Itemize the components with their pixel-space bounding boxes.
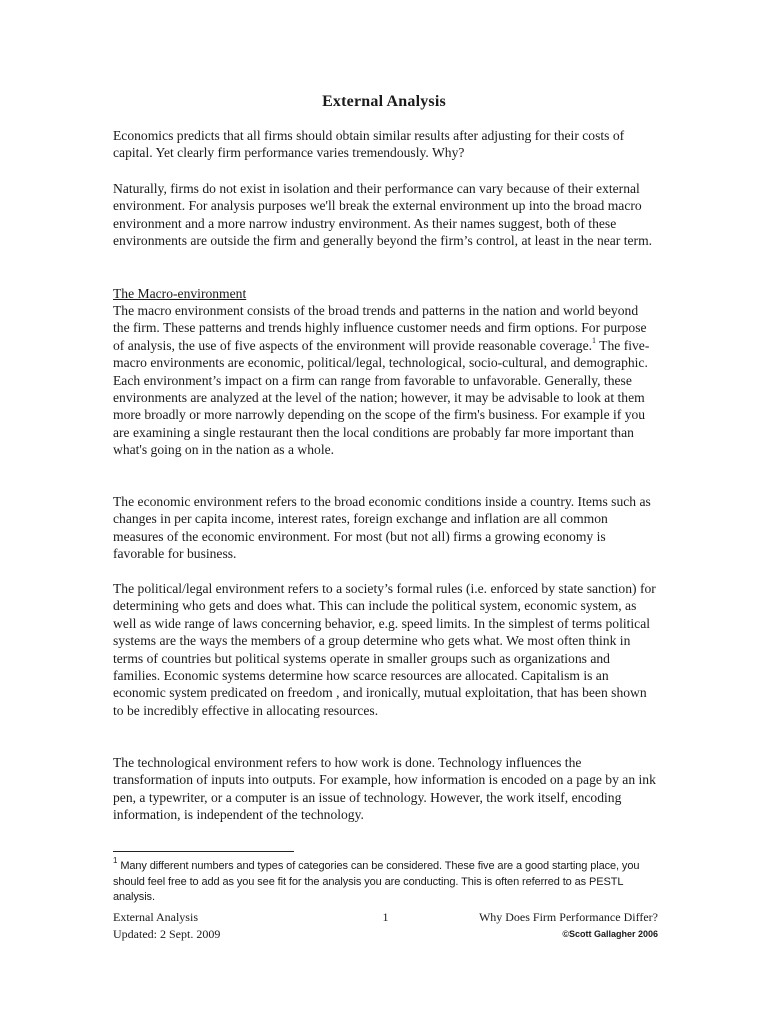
- footer-doc-title: External Analysis: [113, 910, 198, 924]
- footnote-divider: [113, 851, 294, 852]
- paragraph-macro-text-b: The five-macro environments are economic, political/legal, technological, socio-cultural, and demographic. Each environment’s impact on a firm can range from favorable to unfavorable. Generally, these environments are analyzed at the level of the nation; however, it may be advisable to look at them more broadly or more narrowly depending on the scope of the firm's business. For example if you are examining a single restaurant then the local conditions are probably far more important than what's going on in the nation as a whole.: [113, 337, 650, 458]
- paragraph-macro: [113, 302, 658, 459]
- paragraph-technological: The technological environment refers to how work is done. Technology influences the transformation of inputs into outputs. For example, how information is encoded on a page by an ink pen, a typewriter, or a computer is an issue of technology. However, the work itself, encoding information, is independent of the technology.: [113, 755, 656, 823]
- footnote-mark: 1: [113, 856, 118, 866]
- footer-updated-date: Updated: 2 Sept. 2009: [113, 927, 221, 941]
- footnote-reference[interactable]: 1: [592, 336, 597, 346]
- paragraph-macro-text-a: The macro environment consists of the broad trends and patterns in the nation and world beyond the firm. These patterns and trends highly influence customer needs and firm options. For purpose of analysis, the use of five aspects of the environment will provide reasonable coverage.: [113, 303, 647, 353]
- paragraph-political: The political/legal environment refers to a society’s formal rules (i.e. enforced by state sanction) for determining who gets and does what. This can include the political system, economic system, as well as wide range of laws concerning behavior, e.g. speed limits. In the simplest of terms political systems are the ways the members of a group determine who gets what. We most often think in terms of countries but political systems operate in smaller groups such as organizations and families. Economic systems determine how scarce resources are allocated. Capitalism is an economic system predicated on freedom , and ironically, mutual exploitation, that has been shown to be incredibly effective in allocating resources.: [113, 581, 656, 718]
- document-title: External Analysis: [322, 93, 446, 110]
- paragraph-economic: The economic environment refers to the broad economic conditions inside a country. Items such as changes in per capita income, interest rates, foreign exchange and inflation are all common measures of the economic environment. For most (but not all) firms a growing economy is favorable for business.: [113, 494, 651, 562]
- footnote-text: Many different numbers and types of categories can be considered. These five are a good starting place, you should feel free to add as you see fit for the analysis you are conducting. This is often referred to as PESTL analysis.: [113, 860, 640, 903]
- section-heading-macro: The Macro-environment: [113, 286, 247, 301]
- footer-copyright: ©Scott Gallagher 2006: [562, 929, 658, 939]
- paragraph-environment: Naturally, firms do not exist in isolation and their performance can vary because of their external environment. For analysis purposes we'll break the external environment up into the broad macro environment and a more narrow industry environment. As their names suggest, both of these environments are outside the firm and generally beyond the firm’s control, at least in the near term.: [113, 181, 653, 249]
- page-number: 1: [382, 910, 389, 924]
- footer-chapter-title: Why Does Firm Performance Differ?: [478, 910, 658, 924]
- footnote: [113, 856, 658, 906]
- paragraph-intro: Economics predicts that all firms should obtain similar results after adjusting for their costs of capital. Yet clearly firm performance varies tremendously. Why?: [113, 128, 625, 161]
